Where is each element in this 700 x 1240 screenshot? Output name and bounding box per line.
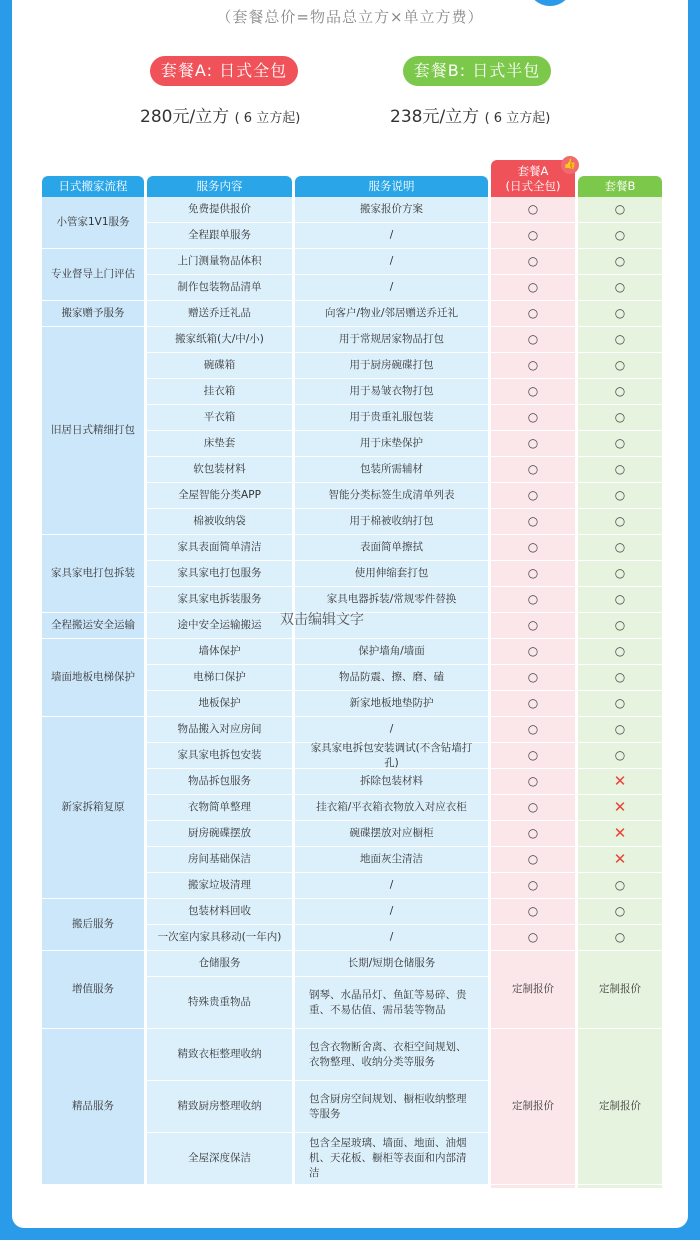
package-a-price <box>140 102 300 127</box>
service-description: / <box>295 925 488 951</box>
service-content: 特殊贵重物品 <box>147 977 292 1029</box>
package-a-mark <box>491 821 575 847</box>
package-a-mark <box>491 327 575 353</box>
service-description: 搬家报价方案 <box>295 197 488 223</box>
package-a-mark <box>491 665 575 691</box>
package-b-mark <box>578 899 662 925</box>
circle-icon: ○ <box>527 696 539 710</box>
service-description: 新家地板地垫防护 <box>295 691 488 717</box>
package-b-mark <box>578 665 662 691</box>
main-card <box>12 0 688 1228</box>
service-content: 家具表面简单清洁 <box>147 535 292 561</box>
package-a-mark <box>491 795 575 821</box>
circle-icon: ○ <box>527 748 539 762</box>
circle-icon: ○ <box>527 332 539 346</box>
service-description: 使用伸缩套打包 <box>295 561 488 587</box>
package-b-mark <box>578 561 662 587</box>
service-description: 家具家电拆包安装调试(不含钻墙打孔) <box>295 743 488 769</box>
circle-icon: ○ <box>527 254 539 268</box>
package-a-mark <box>491 197 575 223</box>
circle-icon: ○ <box>527 722 539 736</box>
circle-icon: ○ <box>614 592 626 606</box>
service-content: 途中安全运输搬运 <box>147 613 292 639</box>
package-a-mark <box>491 639 575 665</box>
service-content: 物品拆包服务 <box>147 769 292 795</box>
circle-icon: ○ <box>527 618 539 632</box>
process-group: 搬后服务 <box>42 899 144 951</box>
package-b-mark <box>578 847 662 873</box>
circle-icon: ○ <box>527 930 539 944</box>
circle-icon: ○ <box>614 904 626 918</box>
circle-icon: ○ <box>527 800 539 814</box>
header-process: 日式搬家流程 <box>42 176 144 197</box>
circle-icon: ○ <box>527 540 539 554</box>
header-package-b: 套餐B <box>578 176 662 197</box>
package-a-mark <box>491 483 575 509</box>
package-a-mark <box>491 249 575 275</box>
package-a-mark <box>491 275 575 301</box>
circle-icon: ○ <box>527 592 539 606</box>
service-description: / <box>295 275 488 301</box>
package-b-mark <box>578 379 662 405</box>
service-description: 钢琴、水晶吊灯、鱼缸等易碎、贵重、不易估值、需吊装等物品 <box>295 977 488 1029</box>
circle-icon: ○ <box>614 358 626 372</box>
service-description: 包含衣物断舍离、衣柜空间规划、衣物整理、收纳分类等服务 <box>295 1029 488 1081</box>
package-a-mark <box>491 847 575 873</box>
circle-icon: ○ <box>527 306 539 320</box>
service-content: 搬家垃圾清理 <box>147 873 292 899</box>
package-b-mark <box>578 301 662 327</box>
service-description: 包装所需辅材 <box>295 457 488 483</box>
service-description: 拆除包装材料 <box>295 769 488 795</box>
service-content: 家具家电拆装服务 <box>147 587 292 613</box>
package-b-mark <box>578 821 662 847</box>
circle-icon: ○ <box>527 280 539 294</box>
package-b-price-note: ( 6 立方起) <box>484 111 551 126</box>
circle-icon: ○ <box>527 566 539 580</box>
service-description: / <box>295 899 488 925</box>
package-a-mark <box>491 691 575 717</box>
service-description: 物品防震、擦、磨、磕 <box>295 665 488 691</box>
service-description: 表面简单擦拭 <box>295 535 488 561</box>
package-a-mark <box>491 587 575 613</box>
process-group: 精品服务 <box>42 1029 144 1185</box>
service-content: 软包装材料 <box>147 457 292 483</box>
circle-icon: ○ <box>527 774 539 788</box>
edit-text-overlay[interactable]: 双击编辑文字 <box>280 612 364 628</box>
circle-icon: ○ <box>527 644 539 658</box>
circle-icon: ○ <box>614 384 626 398</box>
package-b-mark <box>578 873 662 899</box>
service-description: 用于厨房碗碟打包 <box>295 353 488 379</box>
package-a-mark <box>491 769 575 795</box>
process-group: 增值服务 <box>42 951 144 1029</box>
circle-icon: ○ <box>614 696 626 710</box>
service-content: 厨房碗碟摆放 <box>147 821 292 847</box>
package-a-mark <box>491 301 575 327</box>
process-group: 新家拆箱复原 <box>42 717 144 899</box>
service-description: 包含全屋玻璃、墙面、地面、油烟机、天花板、橱柜等表面和内部清洁 <box>295 1133 488 1185</box>
circle-icon: ○ <box>614 254 626 268</box>
service-content: 包装材料回收 <box>147 899 292 925</box>
package-a-mark <box>491 353 575 379</box>
package-b-mark <box>578 249 662 275</box>
circle-icon: ○ <box>614 878 626 892</box>
service-content: 精致衣柜整理收纳 <box>147 1029 292 1081</box>
circle-icon: ○ <box>527 852 539 866</box>
package-a-custom-quote: 定制报价 <box>491 1029 575 1185</box>
package-b-custom-quote: 定制报价 <box>578 951 662 1029</box>
service-content: 物品搬入对应房间 <box>147 717 292 743</box>
service-content: 挂衣箱 <box>147 379 292 405</box>
service-content: 搬家纸箱(大/中/小) <box>147 327 292 353</box>
price-formula: （套餐总价=物品总立方×单立方费） <box>216 8 484 26</box>
package-b-mark <box>578 223 662 249</box>
package-a-mark <box>491 899 575 925</box>
service-description: 用于常规居家物品打包 <box>295 327 488 353</box>
circle-icon: ○ <box>614 644 626 658</box>
process-group: 搬家赠予服务 <box>42 301 144 327</box>
package-b-mark <box>578 795 662 821</box>
package-a-custom-quote: 定制报价 <box>491 951 575 1029</box>
package-b-mark <box>578 587 662 613</box>
circle-icon: ○ <box>614 228 626 242</box>
service-content: 床垫套 <box>147 431 292 457</box>
package-a-mark <box>491 457 575 483</box>
circle-icon: ○ <box>614 280 626 294</box>
package-a-mark <box>491 613 575 639</box>
package-b-mark <box>578 431 662 457</box>
service-description: / <box>295 223 488 249</box>
process-group: 墙面地板电梯保护 <box>42 639 144 717</box>
package-a-mark <box>491 743 575 769</box>
process-group: 全程搬运安全运输 <box>42 613 144 639</box>
circle-icon: ○ <box>614 566 626 580</box>
cross-icon: ✕ <box>613 798 627 816</box>
service-description: 用于贵重礼服包装 <box>295 405 488 431</box>
package-b-mark <box>578 717 662 743</box>
package-b-mark <box>578 353 662 379</box>
service-description: 长期/短期仓储服务 <box>295 951 488 977</box>
package-a-mark <box>491 925 575 951</box>
circle-icon: ○ <box>527 202 539 216</box>
service-description: 保护墙角/墙面 <box>295 639 488 665</box>
package-a-mark <box>491 223 575 249</box>
service-content: 上门测量物品体积 <box>147 249 292 275</box>
service-description: 用于易皱衣物打包 <box>295 379 488 405</box>
circle-icon: ○ <box>614 488 626 502</box>
service-content: 平衣箱 <box>147 405 292 431</box>
process-group: 专业督导上门评估 <box>42 249 144 301</box>
package-b-mark <box>578 535 662 561</box>
cross-icon: ✕ <box>613 772 627 790</box>
circle-icon: ○ <box>527 228 539 242</box>
package-b-mark <box>578 613 662 639</box>
package-a-price-value: 280元/立方 <box>140 107 230 127</box>
package-b-mark <box>578 691 662 717</box>
service-content: 一次室内家具移动(一年内) <box>147 925 292 951</box>
package-a-price-note: ( 6 立方起) <box>234 111 301 126</box>
circle-icon: ○ <box>527 462 539 476</box>
package-a-mark <box>491 379 575 405</box>
service-description <box>295 613 488 639</box>
service-content: 地板保护 <box>147 691 292 717</box>
thumbs-up-icon: 👍 <box>561 156 579 174</box>
service-description: 用于床垫保护 <box>295 431 488 457</box>
circle-icon: ○ <box>527 358 539 372</box>
circle-icon: ○ <box>527 878 539 892</box>
service-description: / <box>295 249 488 275</box>
circle-icon: ○ <box>614 930 626 944</box>
process-group: 旧居日式精细打包 <box>42 327 144 535</box>
cross-icon: ✕ <box>613 850 627 868</box>
service-content: 制作包装物品清单 <box>147 275 292 301</box>
service-content: 全程跟单服务 <box>147 223 292 249</box>
circle-icon: ○ <box>614 462 626 476</box>
service-description: 向客户/物业/邻居赠送乔迁礼 <box>295 301 488 327</box>
service-content: 家具家电打包服务 <box>147 561 292 587</box>
circle-icon: ○ <box>527 670 539 684</box>
circle-icon: ○ <box>527 410 539 424</box>
circle-icon: ○ <box>614 514 626 528</box>
circle-icon: ○ <box>614 306 626 320</box>
circle-icon: ○ <box>614 618 626 632</box>
package-a-mark <box>491 431 575 457</box>
circle-icon: ○ <box>614 436 626 450</box>
circle-icon: ○ <box>614 410 626 424</box>
header-desc: 服务说明 <box>295 176 488 197</box>
package-b-mark <box>578 197 662 223</box>
service-description: 用于棉被收纳打包 <box>295 509 488 535</box>
package-b-custom-quote: 定制报价 <box>578 1029 662 1185</box>
service-content: 棉被收纳袋 <box>147 509 292 535</box>
service-description: / <box>295 873 488 899</box>
service-content: 仓储服务 <box>147 951 292 977</box>
circle-icon: ○ <box>527 384 539 398</box>
package-b-price <box>390 102 550 127</box>
service-content: 电梯口保护 <box>147 665 292 691</box>
service-description: 家具电器拆装/常规零件替换 <box>295 587 488 613</box>
process-group: 家具家电打包拆装 <box>42 535 144 613</box>
service-content: 全屋智能分类APP <box>147 483 292 509</box>
package-a-badge[interactable]: 套餐A: 日式全包 <box>150 56 298 86</box>
service-content: 全屋深度保洁 <box>147 1133 292 1185</box>
package-b-mark <box>578 275 662 301</box>
circle-icon: ○ <box>614 670 626 684</box>
service-description: / <box>295 717 488 743</box>
package-b-mark <box>578 327 662 353</box>
package-a-mark <box>491 405 575 431</box>
package-b-mark <box>578 483 662 509</box>
package-b-mark <box>578 925 662 951</box>
package-a-mark <box>491 873 575 899</box>
circle-icon: ○ <box>527 904 539 918</box>
circle-icon: ○ <box>614 202 626 216</box>
service-content: 赠送乔迁礼品 <box>147 301 292 327</box>
package-a-mark <box>491 535 575 561</box>
package-b-badge[interactable]: 套餐B: 日式半包 <box>403 56 551 86</box>
service-content: 房间基础保洁 <box>147 847 292 873</box>
circle-icon: ○ <box>527 514 539 528</box>
circle-icon: ○ <box>527 488 539 502</box>
service-content: 碗碟箱 <box>147 353 292 379</box>
service-description: 挂衣箱/平衣箱衣物放入对应衣柜 <box>295 795 488 821</box>
service-description: 碗碟摆放对应橱柜 <box>295 821 488 847</box>
package-b-mark <box>578 509 662 535</box>
service-description: 地面灰尘清洁 <box>295 847 488 873</box>
circle-icon: ○ <box>614 722 626 736</box>
circle-icon: ○ <box>614 540 626 554</box>
header-package-a-line2: (日式全包) <box>505 179 561 193</box>
service-content: 家具家电拆包安装 <box>147 743 292 769</box>
header-package-a-line1: 套餐A <box>517 164 549 178</box>
circle-icon: ○ <box>614 748 626 762</box>
service-description: 包含厨房空间规划、橱柜收纳整理等服务 <box>295 1081 488 1133</box>
package-b-mark <box>578 405 662 431</box>
package-b-mark <box>578 769 662 795</box>
cross-icon: ✕ <box>613 824 627 842</box>
package-b-mark <box>578 639 662 665</box>
circle-icon: ○ <box>527 436 539 450</box>
service-content: 衣物简单整理 <box>147 795 292 821</box>
package-a-mark <box>491 561 575 587</box>
package-a-mark <box>491 509 575 535</box>
process-group: 小管家1V1服务 <box>42 197 144 249</box>
package-b-mark <box>578 743 662 769</box>
package-b-mark <box>578 457 662 483</box>
package-a-mark <box>491 717 575 743</box>
circle-icon: ○ <box>614 332 626 346</box>
header-content: 服务内容 <box>147 176 292 197</box>
circle-icon: ○ <box>527 826 539 840</box>
service-content: 墙体保护 <box>147 639 292 665</box>
service-content: 精致厨房整理收纳 <box>147 1081 292 1133</box>
service-description: 智能分类标签生成清单列表 <box>295 483 488 509</box>
package-b-price-value: 238元/立方 <box>390 107 480 127</box>
service-content: 免费提供报价 <box>147 197 292 223</box>
